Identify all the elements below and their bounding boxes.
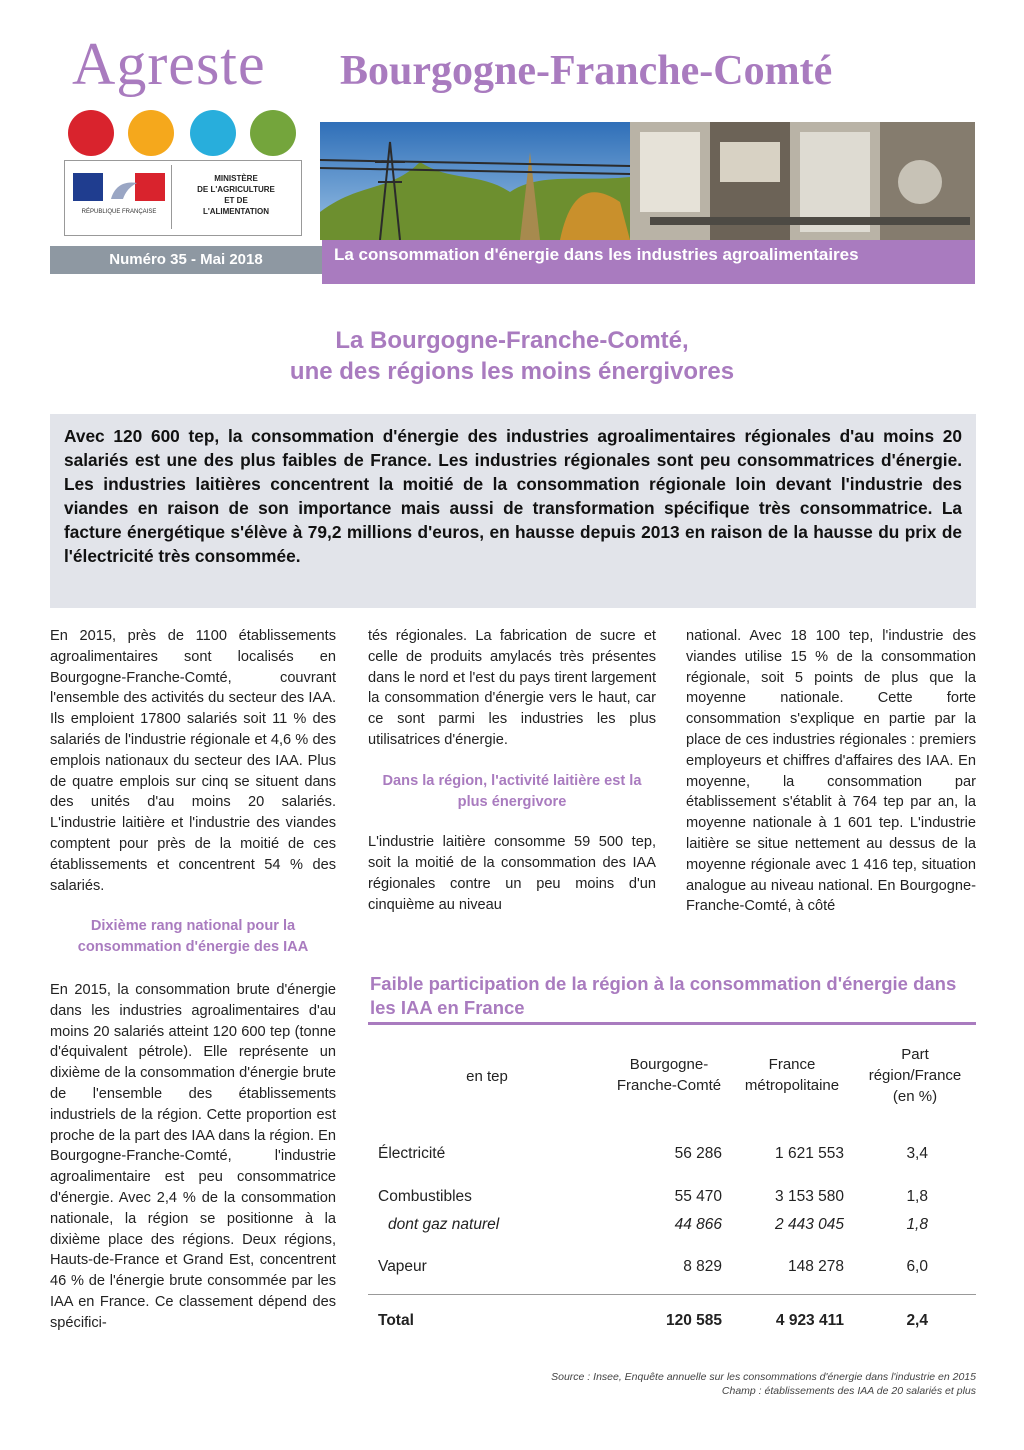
table-cell-region: 44 866 (674, 1216, 722, 1233)
table-cell-france: 148 278 (787, 1258, 844, 1275)
column-3 (686, 626, 976, 917)
cyan-dot-icon (190, 110, 236, 156)
table-header-unit: en tep (466, 1068, 508, 1085)
table-cell-france: 2 443 045 (775, 1216, 844, 1233)
banner-photo (320, 122, 975, 240)
table-cell-share: 6,0 (906, 1258, 928, 1275)
table-top-rule (368, 1022, 976, 1025)
issue-number: Numéro 35 - Mai 2018 (50, 246, 322, 274)
ministry-logo (64, 160, 302, 236)
table-row-label: Total (378, 1312, 414, 1329)
table-row-label: Vapeur (378, 1258, 427, 1275)
table-cell-france: 4 923 411 (775, 1312, 844, 1329)
table-cell-france: 1 621 553 (775, 1145, 844, 1162)
table-source (380, 1370, 976, 1398)
column-1 (50, 626, 336, 1334)
orange-dot-icon (128, 110, 174, 156)
theme-banner: La consommation d'énergie dans les industries agroalimentaires (322, 240, 975, 284)
table-header-france: France métropolitaine (744, 1056, 840, 1094)
champ-line: Champ : établissements des IAA de 20 salariés et plus (721, 1385, 976, 1397)
table-row-label: Électricité (378, 1145, 446, 1162)
ministry-line: DE L'AGRICULTURE (197, 185, 275, 194)
table-cell-share: 2,4 (906, 1312, 928, 1329)
table-total-rule (368, 1294, 976, 1295)
table-header-region: Bourgogne-Franche-Comté (616, 1056, 722, 1094)
table-cell-region: 55 470 (674, 1188, 722, 1205)
page-title (0, 325, 1024, 387)
republic-label: RÉPUBLIQUE FRANÇAISE (81, 209, 157, 215)
summary-box: Avec 120 600 tep, la consommation d'énergie des industries agroalimentaires régionales d'au moins 20 salariés est une des plus faibles de France. Les industries régionales sont peu consommatrices d'énergie. Les industries laitières concentrent la moitié de la consommation régionale loin devant l'industrie des viandes en raison de son importance mais aussi de transformation spécifique très consommatrice. La facture énergétique s'élève à 79,2 millions d'euros, en hausse depuis 2013 en raison de la hausse du prix de l'électricité très consommée. (50, 414, 976, 608)
table-cell-region: 56 286 (674, 1145, 722, 1162)
column-2 (368, 626, 656, 916)
paragraph: national. Avec 18 100 tep, l'industrie des viandes utilise 15 % de la consommation régionale, soit 5 points de plus que la moyenne nationale. Cette forte consommation s'explique en partie par la place de ces industries régionales : premiers employeurs et chiffres d'affaires des IAA. En moyenne, la consommation par établissement s'établit à 764 tep par an, la moyenne nationale à 1 601 tep. L'industrie laitière se situe nettement au dessus de la moyenne régionale avec 1 416 tep, situation analogue au niveau national. En Bourgogne-Franche-Comté, à côté (686, 628, 976, 915)
title-line-1: La Bourgogne-Franche-Comté, (335, 327, 689, 354)
paragraph: tés régionales. La fabrication de sucre et celle de produits amylacés très présentes dans le nord et l'est du pays tirent largement la consommation d'énergie vers le haut, car ce sont parmi les industries les plus utilisatrices d'énergie. (368, 628, 656, 748)
table-title: Faible participation de la région à la consommation d'énergie dans les IAA en France (370, 973, 957, 1018)
table-cell-share: 1,8 (906, 1188, 928, 1205)
red-dot-icon (68, 110, 114, 156)
title-line-2: une des régions les moins énergivores (289, 358, 735, 385)
ministry-line: MINISTÈRE (214, 174, 258, 183)
ministry-line: ET DE (224, 196, 248, 205)
paragraph: L'industrie laitière consomme 59 500 tep, soit la moitié de la consommation des IAA régionales contre un peu moins d'un cinquième au niveau (368, 834, 656, 913)
table-cell-region: 120 585 (665, 1312, 722, 1329)
ministry-name (177, 173, 295, 217)
table-cell-region: 8 829 (683, 1258, 722, 1275)
section-heading: Dans la région, l'activité laitière est la plus énergivore (382, 772, 642, 810)
paragraph: En 2015, la consommation brute d'énergie dans les industries agroalimentaires d'au moins 20 salariés atteint 120 600 tep (tonne d'équivalent pétrole). Elle représente un dixième de la consommation d'énergie brute de l'ensemble des établissements industriels de la région. Cette proportion est proche de la part des IAA dans la région. En Bourgogne-Franche-Comté, l'industrie agroalimentaire est peu consommatrice d'énergie. Avec 2,4 % de la consommation nationale, la région se positionne à la dixième place des régions. Deux régions, Hauts-de-France et Grand Est, concentrent 46 % de l'énergie brute consommée par les IAA en France. Ce classement dépend des spécifici- (50, 981, 336, 1331)
table-row-label: Combustibles (378, 1188, 472, 1205)
table-cell-share: 3,4 (906, 1145, 928, 1162)
brand-logo-text: Agreste (72, 31, 266, 97)
table-cell-france: 3 153 580 (775, 1188, 844, 1205)
green-dot-icon (250, 110, 296, 156)
ministry-line: L'ALIMENTATION (202, 207, 270, 216)
section-heading: Dixième rang national pour la consommation d'énergie des IAA (77, 918, 309, 956)
banner-photo-illustration (320, 122, 975, 240)
paragraph: En 2015, près de 1100 établissements agroalimentaires sont localisés en Bourgogne-Franche-Comté, couvrant l'ensemble des activités du secteur des IAA. Ils emploient 17800 salariés soit 11 % des salariés de l'industrie régionale et 4,6 % des emplois nationaux du secteur des IAA. Plus de quatre emplois sur cinq se situent dans des unités d'au moins 20 salariés. L'industrie laitière et l'industrie des viandes comptent pour près de la moitié de ces établissements et concentrent 54 % des salariés. (50, 628, 336, 894)
republic-marianne-icon (71, 171, 167, 205)
ministry-divider (171, 165, 172, 229)
table-row-label: dont gaz naturel (388, 1216, 500, 1233)
table-cell-share: 1,8 (906, 1216, 928, 1233)
region-title: Bourgogne-Franche-Comté (340, 48, 833, 94)
table-header-share: Part région/France (en %) (868, 1046, 962, 1105)
source-line: Source : Insee, Enquête annuelle sur les consommations d'énergie dans l'industrie en 2015 (551, 1371, 976, 1383)
